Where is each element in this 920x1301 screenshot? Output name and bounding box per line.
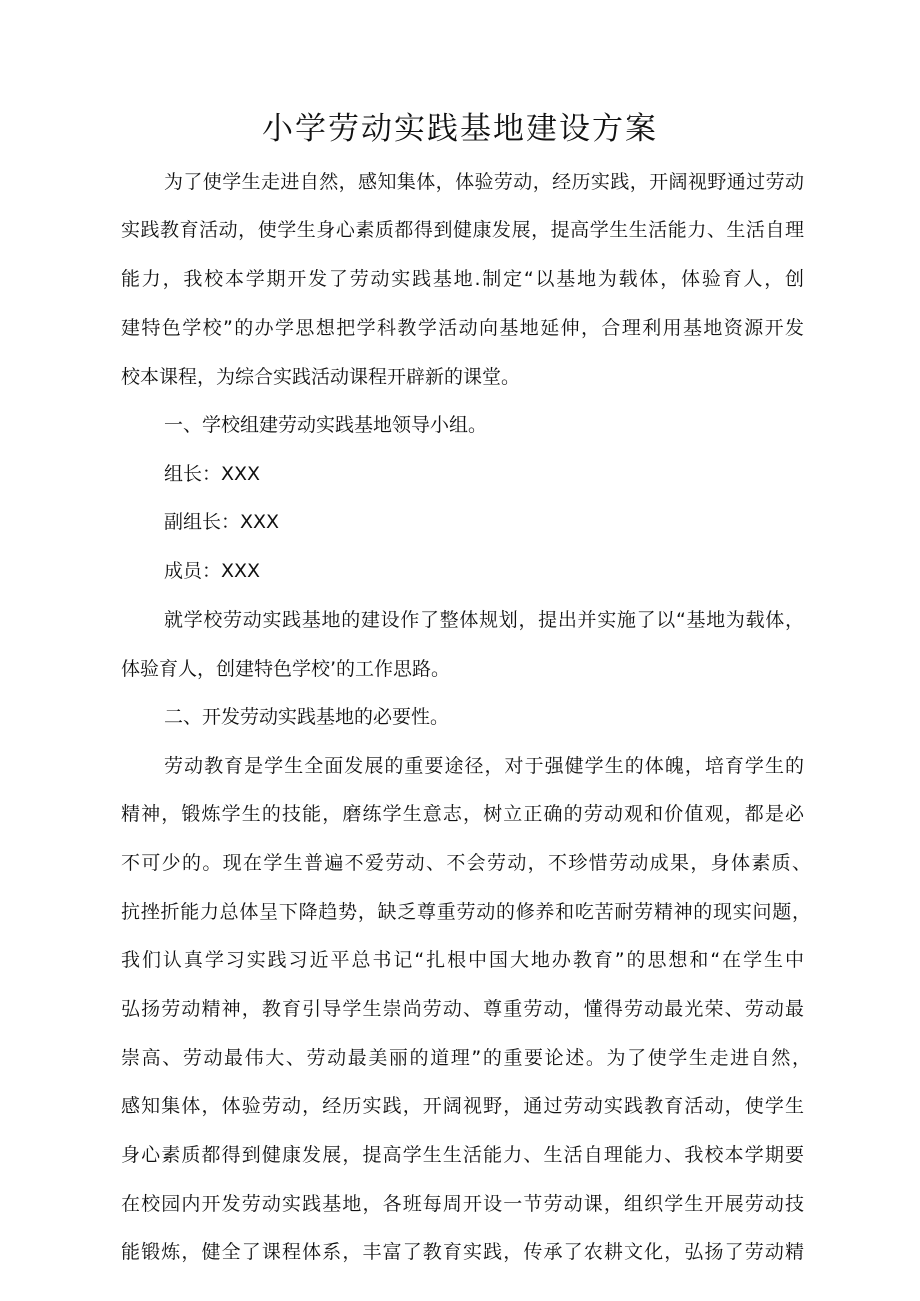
paragraph-line: 抗挫折能力总体呈下降趋势，缺乏尊重劳动的修养和吃苦耐劳精神的现实问题，: [121, 901, 812, 923]
document-title: 小学劳动实践基地建设方案: [262, 111, 658, 147]
section-heading: 一、学校组建劳动实践基地领导小组。: [164, 414, 488, 436]
section-heading: 二、开发劳动实践基地的必要性。: [164, 706, 450, 728]
team-leader-line: 组长：XXX: [164, 463, 261, 485]
paragraph-line: 不可少的。现在学生普遍不爱劳动、不会劳动，不珍惜劳动成果，身体素质、: [121, 852, 813, 874]
paragraph-line: 校本课程，为综合实践活动课程开辟新的课堂。: [121, 366, 521, 388]
paragraph-line: 体验育人，创建特色学校’的工作思路。: [121, 658, 451, 680]
paragraph-line: 就学校劳动实践基地的建设作了整体规划，提出并实施了以“基地为载体，: [164, 609, 805, 631]
paragraph-line: 建特色学校”的办学思想把学科教学活动向基地延伸，合理利用基地资源开发: [121, 317, 806, 339]
paragraph-line: 崇高、劳动最伟大、劳动最美丽的道理”的重要论述。为了使学生走进自然，: [121, 1047, 813, 1069]
deputy-leader-line: 副组长：XXX: [164, 511, 280, 533]
paragraph-line: 精神，锻炼学生的技能，磨练学生意志，树立正确的劳动观和价值观，都是必: [121, 803, 806, 825]
paragraph-line: 能力，我校本学期开发了劳动实践基地.制定“以基地为载体，体验育人，创: [121, 268, 806, 290]
members-line: 成员：XXX: [164, 560, 261, 582]
paragraph-line: 为了使学生走进自然，感知集体，体验劳动，经历实践，开阔视野通过劳动: [164, 171, 805, 193]
paragraph-line: 弘扬劳动精神，教育引导学生崇尚劳动、尊重劳动，懂得劳动最光荣、劳动最: [121, 998, 806, 1020]
paragraph-line: 能锻炼，健全了课程体系，丰富了教育实践，传承了农耕文化，弘扬了劳动精: [121, 1241, 806, 1263]
paragraph-line: 实践教育活动，使学生身心素质都得到健康发展，提高学生生活能力、生活自理: [121, 219, 805, 241]
paragraph-line: 感知集体，体验劳动，经历实践，开阔视野，通过劳动实践教育活动，使学生: [121, 1095, 806, 1117]
paragraph-line: 在校园内开发劳动实践基地，各班每周开设一节劳动课，组织学生开展劳动技: [121, 1193, 806, 1215]
paragraph-line: 我们认真学习实践习近平总书记“扎根中国大地办教育”的思想和“在学生中: [121, 949, 806, 971]
paragraph-line: 劳动教育是学生全面发展的重要途径，对于强健学生的体魄，培育学生的: [164, 755, 806, 777]
paragraph-line: 身心素质都得到健康发展，提高学生生活能力、生活自理能力、我校本学期要: [121, 1144, 806, 1166]
